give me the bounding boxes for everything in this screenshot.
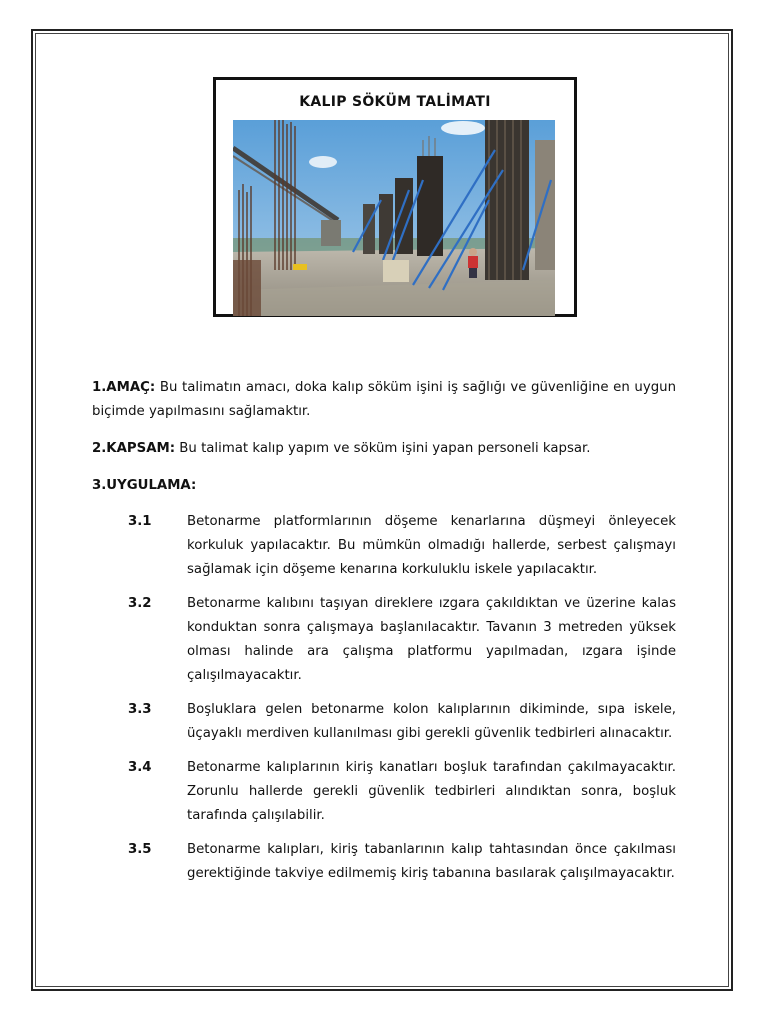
construction-site-photo — [233, 120, 555, 316]
list-item — [128, 756, 676, 828]
item-number: 3.1 — [128, 514, 152, 529]
section-uygulama — [92, 474, 676, 498]
list-item — [128, 698, 676, 746]
item-number: 3.5 — [128, 842, 152, 857]
section-kapsam — [92, 437, 676, 461]
list-item — [128, 510, 676, 582]
item-text: Betonarme kalıbını taşıyan direklere ızgara çakıldıktan ve üzerine kalas konduktan sonra çalışmaya başlanılacaktır. Tavanın 3 metreden yüksek olması halinde ara çalışma platformu yapılmadan, ızgara işinde çalışılmayacaktır. — [187, 596, 676, 683]
document-title: KALIP SÖKÜM TALİMATI — [299, 94, 491, 110]
section-amac-label: 1.AMAÇ: — [92, 380, 156, 395]
section-kapsam-label: 2.KAPSAM: — [92, 441, 176, 456]
item-number: 3.3 — [128, 702, 152, 717]
item-text: Betonarme kalıpları, kiriş tabanlarının kalıp tahtasından önce çakılması gerektiğinde takviye edilmemiş kiriş tabanına basılarak çalışılmayacaktır. — [187, 842, 676, 881]
section-kapsam-text: Bu talimat kalıp yapım ve söküm işini yapan personeli kapsar. — [179, 441, 591, 456]
list-item — [128, 838, 676, 886]
item-text: Betonarme platformlarının döşeme kenarlarına düşmeyi önleyecek korkuluk yapılacaktır. Bu mümkün olmadığı hallerde, serbest çalışmayı sağlamak için döşeme kenarına korkuluklu iskele yapılacaktır. — [187, 514, 676, 577]
list-item — [128, 592, 676, 688]
section-amac — [92, 376, 676, 424]
item-number: 3.2 — [128, 596, 152, 611]
document-body — [92, 376, 676, 886]
item-text: Boşluklara gelen betonarme kolon kalıplarının dikiminde, sıpa iskele, üçayaklı merdiven kullanılması gibi gerekli güvenlik tedbirleri alınacaktır. — [187, 702, 676, 741]
item-text: Betonarme kalıplarının kiriş kanatları boşluk tarafından çakılmayacaktır. Zorunlu hallerde gerekli güvenlik tedbirleri alındıktan sonra, boşluk tarafında çalışılabilir. — [187, 760, 676, 823]
section-amac-text: Bu talimatın amacı, doka kalıp söküm işini iş sağlığı ve güvenliğine en uygun biçimde yapılmasını sağlamaktır. — [92, 380, 676, 419]
section-uygulama-label: 3.UYGULAMA: — [92, 478, 197, 493]
title-box — [213, 77, 577, 317]
item-number: 3.4 — [128, 760, 152, 775]
